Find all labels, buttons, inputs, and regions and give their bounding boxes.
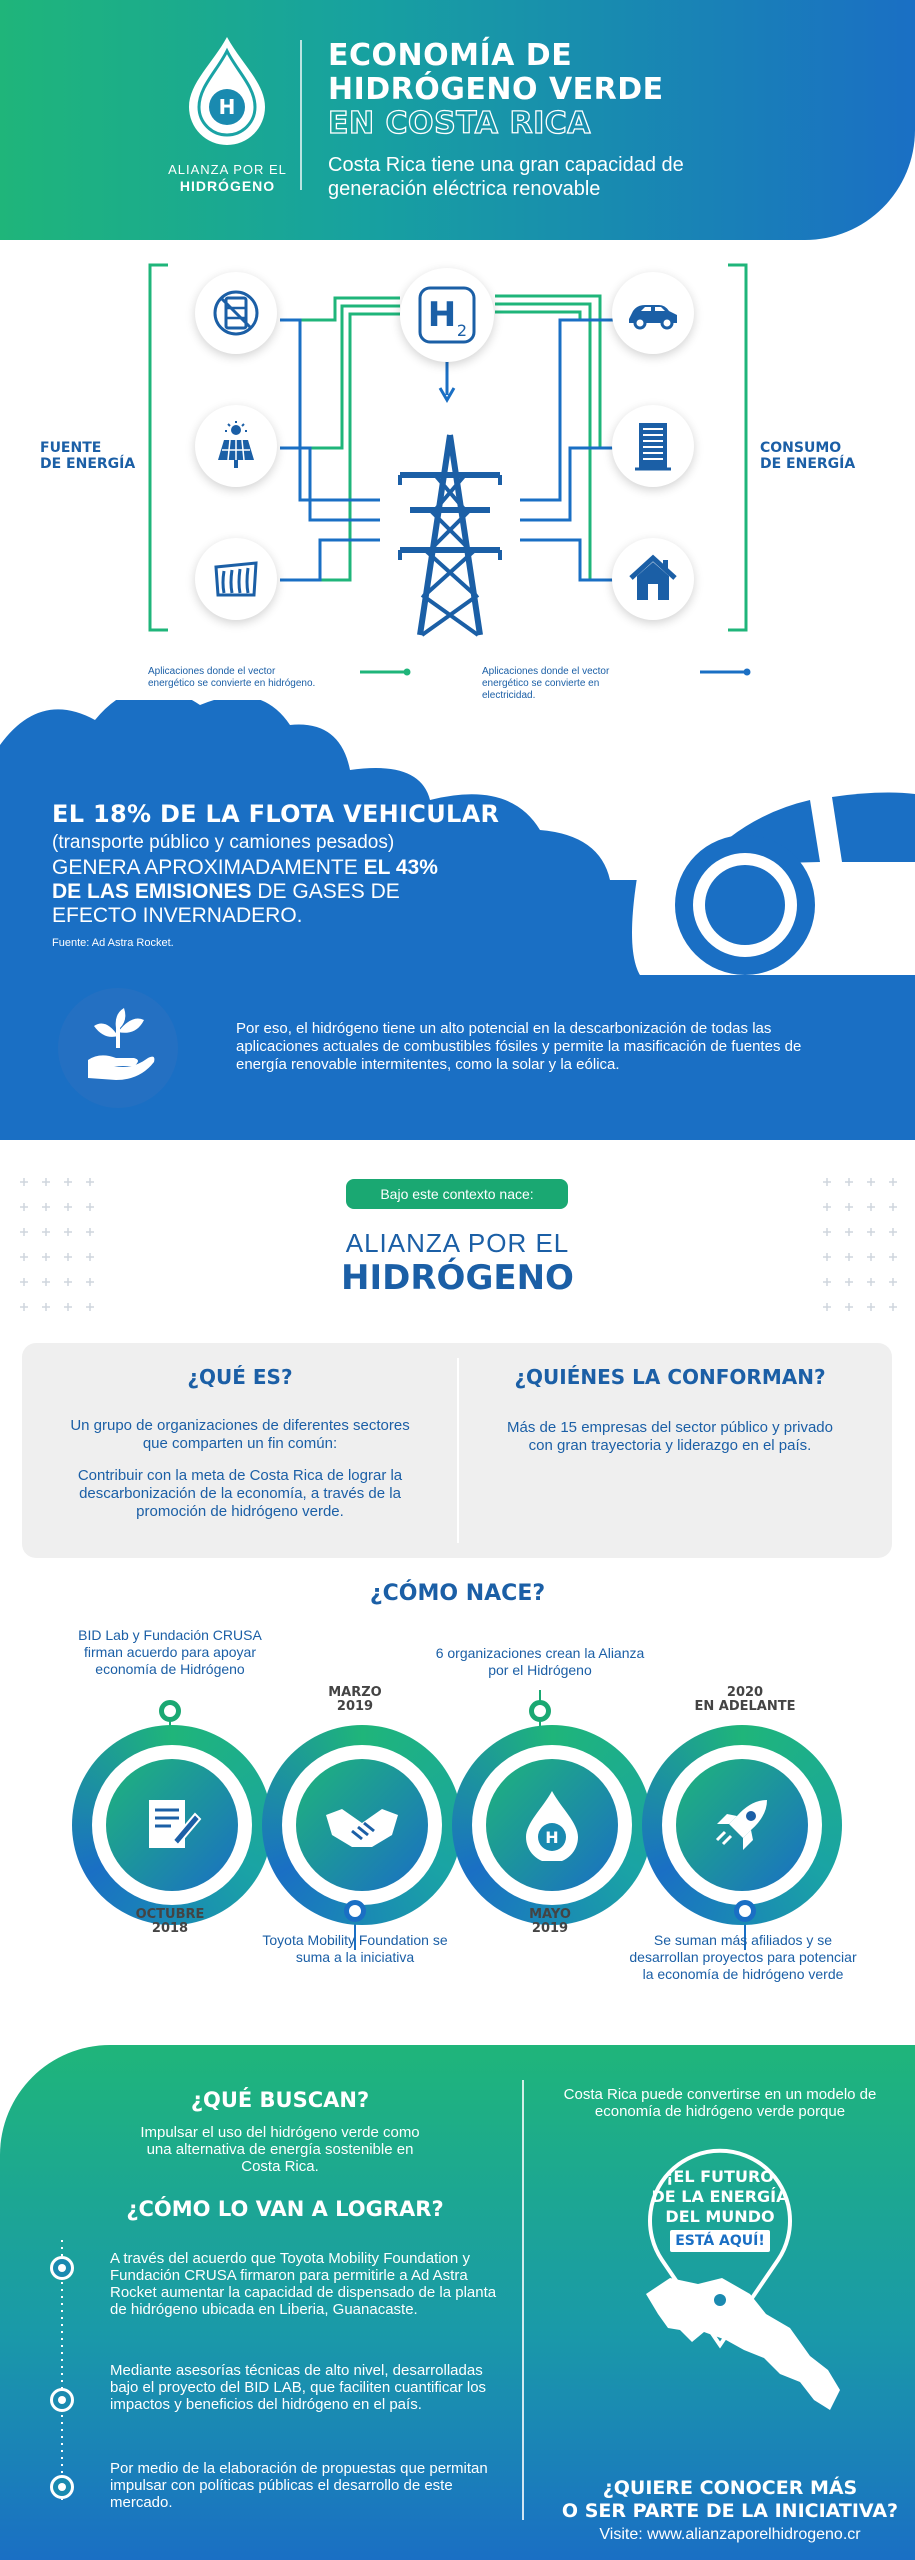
timeline-item-3-text: 6 organizaciones crean la Alianza por el Hidrógeno: [435, 1645, 645, 1678]
header-divider: [300, 40, 302, 190]
timeline-item-2-text: Toyota Mobility Foundation se suma a la iniciativa: [262, 1932, 448, 1965]
costa-rica-intro: Costa Rica puede convertirse en un modelo de economía de hidrógeno verde porque: [563, 2086, 877, 2120]
pin-text-1: ¡EL FUTURO: [666, 2167, 774, 2186]
hydrogen-drop-logo-icon: [183, 35, 271, 145]
h2-icon: [412, 280, 482, 350]
energy-consumption-label: CONSUMO DE ENERGÍA: [760, 440, 856, 472]
handshake-icon: [322, 1795, 402, 1855]
quienes-text: Más de 15 empresas del sector público y privado con gran trayectoria y liderazgo en el país.: [506, 1419, 833, 1454]
lograr-item-3: Por medio de la elaboración de propuestas que permitan impulsar con políticas públicas el desarrollo de este mercado.: [110, 2460, 488, 2511]
fleet-headline: EL 18% DE LA FLOTA VEHICULAR: [52, 800, 500, 828]
h2-subscript: 2: [456, 321, 468, 340]
costa-rica-map-icon: [640, 2270, 860, 2420]
building-icon-circle: [612, 405, 694, 487]
solar-panel-icon: [210, 420, 262, 472]
logo-text-alliance: ALIANZA POR EL: [168, 162, 287, 177]
bottom-divider: [522, 2080, 524, 2520]
context-badge: Bajo este contexto nace:: [346, 1179, 568, 1209]
timeline-item-1-text: BID Lab y Fundación CRUSA firman acuerdo para apoyar economía de Hidrógeno: [78, 1627, 262, 1677]
fleet-emissions-part-c: DE GASES DE EFECTO INVERNADERO.: [52, 880, 400, 927]
fleet-emissions-part-a: GENERA APROXIMADAMENTE: [52, 856, 364, 879]
plant-hand-icon: [58, 988, 178, 1108]
rocket-icon: [707, 1790, 777, 1860]
car-icon: [625, 293, 681, 333]
que-buscan-title: ¿QUÉ BUSCAN?: [190, 2088, 370, 2112]
no-fuel-barrel-icon: [211, 288, 261, 338]
timeline-dot-1: [159, 1700, 181, 1722]
fleet-emissions-highlight: EL 43% DE LAS EMISIONES: [52, 856, 438, 903]
timeline-dot-4: [734, 1900, 756, 1922]
quienes-title: ¿QUIÉNES LA CONFORMAN?: [514, 1365, 826, 1389]
building-icon: [631, 419, 675, 473]
solar-panel-icon-circle: [195, 405, 277, 487]
timeline-item-4-text: Se suman más afiliados y se desarrollan proyectos para potenciar la economía de hidrógeno verde: [629, 1932, 857, 1982]
no-fuel-barrel-icon-circle: [195, 272, 277, 354]
pin-text-4: ESTÁ AQUÍ!: [675, 2233, 765, 2249]
que-es-text-2: Contribuir con la meta de Costa Rica de lograr la descarbonización de la economía, a través de la promoción de hidrógeno verde.: [77, 1467, 403, 1520]
h2-symbol: H: [427, 295, 457, 335]
como-lograr-title: ¿CÓMO LO VAN A LOGRAR?: [126, 2197, 444, 2221]
dam-icon: [210, 553, 262, 605]
alliance-name-line-2: HIDRÓGENO: [341, 1258, 574, 1298]
que-es-title: ¿QUÉ ES?: [187, 1365, 293, 1389]
logo-text-hydrogen: HIDRÓGENO: [179, 178, 276, 194]
fleet-source: Fuente: Ad Astra Rocket.: [52, 937, 174, 949]
que-es-text-1: Un grupo de organizaciones de diferentes sectores que comparten un fin común:: [70, 1417, 410, 1452]
lograr-bullet-2: [50, 2388, 74, 2412]
power-tower-icon: [380, 430, 520, 640]
hydrogen-drop-icon: [522, 1789, 582, 1861]
pin-text-3: DEL MUNDO: [665, 2207, 775, 2226]
page-title-line-1: ECONOMÍA DE: [328, 38, 573, 73]
timeline-item-4-date: 2020 EN ADELANTE: [694, 1685, 796, 1714]
lograr-bullet-1: [50, 2256, 74, 2280]
timeline-ring-1: [72, 1725, 272, 1925]
timeline-item-3-date: MAYO 2019: [529, 1907, 571, 1936]
car-icon-circle: [612, 272, 694, 354]
timeline-item-2-date: MARZO 2019: [328, 1685, 382, 1714]
house-icon-circle: [612, 538, 694, 620]
website-link[interactable]: Visite: www.alianzaporelhidrogeno.cr: [599, 2526, 861, 2543]
page-title-line-3: EN COSTA RICA: [328, 106, 591, 141]
timeline-item-1-date: OCTUBRE 2018: [135, 1907, 205, 1936]
lograr-item-1: A través del acuerdo que Toyota Mobility Foundation y Fundación CRUSA firmaron para permitirle a Ad Astra Rocket aumentar la capacidad de dispensado de la planta de hidrógeno ubicada en Liberia, Guanacaste.: [110, 2250, 497, 2318]
about-box-divider: [457, 1358, 459, 1543]
pin-text-2: DE LA ENERGÍA: [651, 2187, 789, 2206]
energy-source-label: FUENTE DE ENERGÍA: [40, 440, 136, 472]
lograr-item-2: Mediante asesorías técnicas de alto nivel, desarrolladas bajo el proyecto del BID LAB, que faciliten cuantificar los impactos y beneficios del hidrógeno en el país.: [110, 2362, 487, 2413]
timeline-dot-3: [529, 1700, 551, 1722]
h2-molecule-circle: [400, 268, 494, 362]
que-buscan-text: Impulsar el uso del hidrógeno verde como una alternativa de energía sostenible en Costa Rica.: [140, 2124, 420, 2175]
page-title-line-2: HIDRÓGENO VERDE: [328, 72, 664, 107]
cta-line-2: O SER PARTE DE LA INICIATIVA?: [561, 2500, 899, 2522]
svg-text:H: H: [545, 1828, 559, 1847]
page-subtitle: Costa Rica tiene una gran capacidad de generación eléctrica renovable: [328, 154, 684, 200]
legend-electricity: Aplicaciones donde el vector energético se convierte en electricidad.: [482, 666, 610, 701]
contract-icon: [137, 1790, 207, 1860]
hydrogen-potential-text: Por eso, el hidrógeno tiene un alto potencial en la descarbonización de todas las aplicaciones actuales de combustibles fósiles y permite la masificación de fuentes de energía renovable intermitentes, como la solar y la eólica.: [236, 1020, 802, 1073]
alliance-name-line-1: ALIANZA POR EL: [345, 1228, 570, 1258]
timeline-ring-3: [452, 1725, 652, 1925]
cta-line-1: ¿QUIERE CONOCER MÁS: [602, 2477, 858, 2499]
timeline-ring-2: [262, 1725, 462, 1925]
como-nace-title: ¿CÓMO NACE?: [369, 1581, 546, 1606]
fleet-subline: (transporte público y camiones pesados): [52, 832, 395, 853]
svg-text:H: H: [218, 95, 236, 119]
fleet-emissions-text: [52, 856, 472, 928]
timeline-ring-4: [642, 1725, 842, 1925]
house-icon: [627, 554, 679, 604]
lograr-bullet-3: [50, 2475, 74, 2499]
timeline-dot-2: [344, 1900, 366, 1922]
dam-icon-circle: [195, 538, 277, 620]
legend-hydrogen: Aplicaciones donde el vector energético se convierte en hidrógeno.: [148, 666, 316, 689]
